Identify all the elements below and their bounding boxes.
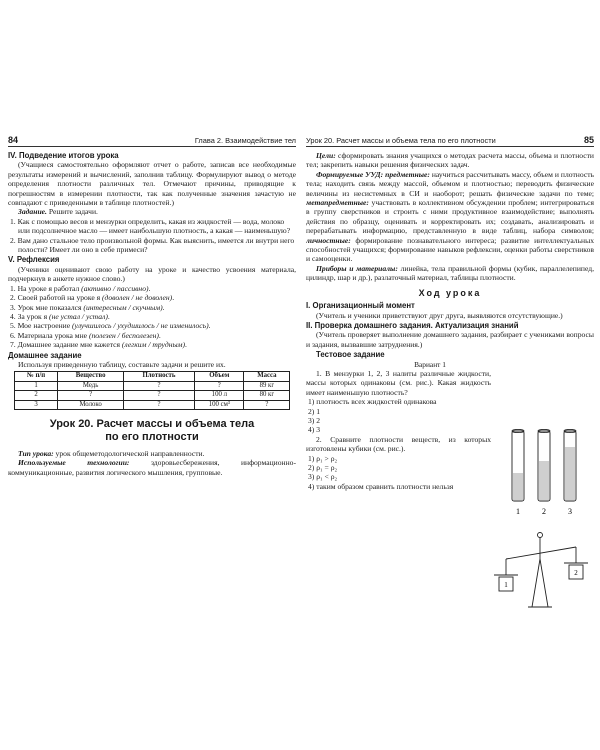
- page-number: 84: [8, 135, 19, 145]
- task-label: Задание.: [18, 207, 47, 217]
- goals: Цели: сформировать знания учащихся о методах расчета массы, объема и плотности тел; закрепить навыки решения физических задач.: [306, 151, 594, 170]
- figure-label: 2: [574, 569, 578, 577]
- task-list: [8, 217, 296, 255]
- materials: Приборы и материалы: линейка, тела правильной формы (кубик, параллелепипед, цилиндр, шар и др.), разлаточный материал, таблицы плотности.: [306, 263, 594, 283]
- right-page: [306, 135, 594, 615]
- figure-label: 1: [504, 581, 508, 589]
- figure-label: 2: [542, 507, 546, 516]
- paragraph: (Учитель проверяет выполнение домашнего задания, разбирает с учениками вопросы и задания, вызвавшие затруднения.): [306, 330, 594, 349]
- running-title: Глава 2. Взаимодействие тел: [194, 135, 296, 145]
- uud: Формируемые УУД: предметные: научиться рассчитывать массу, объем и плотность тела; находить связь между массой, объемом и плотностью; переводить физические величины из несистемных в СИ и наоборот; решать физические задачи по теме; метапредметные: участвовать в коллективном обсуждении проблем; интегрироваться в группу сверстников и строить с ними продуктивное взаимодействие; выполнять действия по образцу, оценивать и корректировать их; создавать, анализировать и перерабатывать информацию, представленную в виде таблиц, набора символов; личностные: формирование познавательного интереса; развитие интеллектуальных способностей учащихся; формирование навыков рефлексии, оценки работы сверстников и самооценки.: [306, 169, 594, 264]
- task-text: Решите задачи.: [46, 207, 98, 217]
- homework-title: Домашнее задание: [8, 350, 82, 360]
- test-title: Тестовое задание: [316, 350, 385, 360]
- course-title: Ход урока: [418, 287, 482, 298]
- table-row: 1 Медь ? ? 89 кг: [14, 381, 289, 390]
- table-header-row: № п/п Вещество Плотность Объем Масса: [14, 372, 289, 381]
- figure-label: 3: [568, 507, 572, 516]
- list-item: 2. Вам дано стальное тело произвольной формы. Как выяснить, имеется ли внутри него полости? Имеет ли оно в себе примеси?: [10, 235, 295, 255]
- figure-label: 1: [516, 507, 520, 516]
- table-row: 2 ? ? 100 л 80 кг: [14, 391, 289, 400]
- list-item: 5. Мое настроение (улучшилось / ухудшилось / не изменилось).: [10, 321, 211, 331]
- task-intro: [8, 207, 296, 216]
- section-title: I. Организационный момент: [306, 301, 415, 311]
- section-title: V. Рефлексия: [8, 255, 60, 265]
- lesson-technologies: Используемые технологии: здоровьесбережения, информационно-коммуникационные, развития логического мышления, групповые.: [8, 458, 296, 477]
- section-title: II. Проверка домашнего задания. Актуализация знаний: [306, 320, 519, 330]
- section-title: IV. Подведение итогов урока: [8, 151, 119, 160]
- variant-label: Вариант 1: [414, 359, 446, 369]
- paragraph: (Учитель и ученики приветствуют друг друга, выявляются отсутствующие.): [316, 310, 563, 320]
- paragraph: Используя приведенную таблицу, составьте задачи и решите их.: [18, 359, 226, 369]
- question-2: 2. Сравните плотности веществ, из которых изготовлены кубики (см. рис.).: [306, 434, 491, 454]
- question-1: 1. В мензурки 1, 2, 3 налиты различные жидкости, массы которых одинаковы (см. рис.). Какая жидкость имеет наименьшую плотность?: [306, 368, 491, 397]
- list-item: 1. Как с помощью весов и мензурки определить, какая из жидкостей — вода, молоко или подсолнечное масло — имеет наибольшую плотность, а какая — наименьшую?: [10, 216, 291, 236]
- paragraph: (Ученики оценивают свою работу на уроке и качество усвоения материала, подчеркнув в анкете нужное слово.): [8, 264, 296, 284]
- paragraph: (Учащиеся самостоятельно оформляют отчет о работе, записав все необходимые результаты измерений и вычислений, заполнив таблицу. Формулируют вывод о методе определения плотности различных тел. Отмечают причины, приводящие к погрешностям в измерении плотности, так как полученные значения зачастую не совпадают с приведенными в таблице плотностей.): [8, 160, 296, 208]
- balance-figure: [494, 529, 594, 609]
- table-row: 3 Молоко ? 100 см³ ?: [14, 400, 289, 409]
- list-item: 4. За урок я (не устал / устал).: [10, 311, 110, 321]
- right-page-header: [306, 135, 594, 147]
- density-table: [14, 371, 290, 410]
- question-1-options: 1) плотность всех жидкостей одинакова 2) 1 3) 2 4) 3: [308, 397, 437, 435]
- page-number: 85: [583, 135, 594, 145]
- list-item: 6. Материала урока мне (полезен / бесполезен).: [10, 330, 161, 340]
- lesson-title: Урок 20. Расчет массы и объема тела по его плотности: [49, 417, 255, 443]
- question-2-options: 1) ρ₁ > ρ₂ 2) ρ₁ = ρ₂ 3) ρ₁ < ρ₂ 4) таким образом сравнить плотности нельзя: [308, 453, 454, 491]
- left-page: [8, 135, 296, 615]
- list-item: 7. Домашнее задание мне кажется (легким / трудным).: [10, 340, 187, 350]
- running-title: Урок 20. Расчет массы и объема тела по его плотности: [306, 135, 496, 145]
- cylinders-figure: [506, 425, 584, 517]
- reflection-list: [8, 284, 296, 350]
- lesson-type: Тип урока: урок общеметодологической направленности.: [18, 448, 205, 458]
- list-item: 2. Своей работой на уроке я (доволен / не доволен).: [10, 293, 175, 303]
- list-item: 3. Урок мне показался (интересным / скучным).: [10, 302, 165, 312]
- left-page-header: [8, 135, 296, 147]
- list-item: 1. На уроке я работал (активно / пассивно).: [10, 283, 151, 293]
